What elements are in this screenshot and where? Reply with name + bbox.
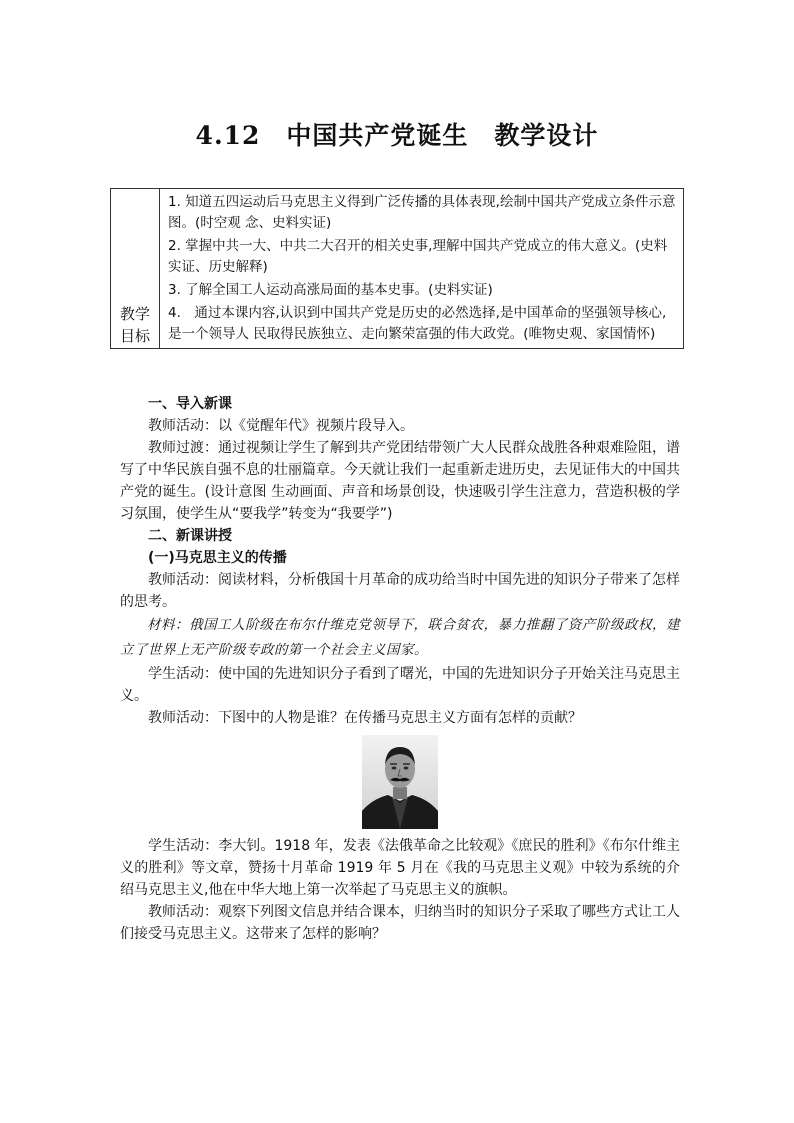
paragraph-teacher-question-portrait: 教师活动：下图中的人物是谁？在传播马克思主义方面有怎样的贡献？ — [148, 710, 582, 726]
paragraph-teacher-transition: 教师过渡：通过视频让学生了解到共产党团结带领广大人民群众战胜各种艰难险阻，谱写了中华民族自强不息的壮丽篇章。今天就让我们一起重新走进历史，去见证伟大的中国共产党的诞生。(设计意图 生动画面、声音和场景创设，快速吸引学生注意力，营造积极的学习氛围，使学生从“要我学”转变为“我要学”) — [120, 440, 680, 522]
teaching-goals-table — [110, 188, 684, 349]
paragraph-material-quote: 材料：俄国工人阶级在布尔什维克党领导下，联合贫农，暴力推翻了资产阶级政权，建立了世界上无产阶级专政的第一个社会主义国家。 — [120, 617, 680, 658]
portrait-photo — [362, 735, 438, 829]
portrait-container — [120, 735, 680, 829]
section-heading-new-lesson: 二、新课讲授 — [148, 528, 232, 544]
paragraph-teacher-activity-observe: 教师活动：观察下列图文信息并结合课本，归纳当时的知识分子采取了哪些方式让工人们接受马克思主义。这带来了怎样的影响？ — [120, 904, 680, 942]
goals-label-cell — [111, 189, 160, 349]
goals-label-line2: 目标 — [119, 327, 150, 345]
goal-item-4: 4. 通过本课内容,认识到中国共产党是历史的必然选择,是中国革命的坚强领导核心,是一个领导人 民取得民族独立、走向繁荣富强的伟大政党。(唯物史观、家国情怀) — [168, 305, 667, 342]
paragraph-teacher-activity-material: 教师活动：阅读材料，分析俄国十月革命的成功给当时中国先进的知识分子带来了怎样的思考。 — [120, 572, 680, 610]
goals-label-line1: 教学 — [119, 305, 150, 323]
paragraph-student-activity-li-dazhao: 学生活动：李大钊。1918 年，发表《法俄革命之比较观》《庶民的胜利》《布尔什维主义的胜利》等文章，赞扬十月革命 1919 年 5 月在《我的马克思主义观》中较为系统的介绍马克思主义,他在中华大地上第一次举起了马克思主义的旗帜。 — [120, 838, 680, 898]
page-title: 4.12 中国共产党诞生 教学设计 — [195, 121, 599, 150]
goal-item-3: 3. 了解全国工人运动高涨局面的基本史事。(史料实证) — [168, 282, 493, 298]
paragraph-student-activity-1: 学生活动：使中国的先进知识分子看到了曙光，中国的先进知识分子开始关注马克思主义。 — [120, 666, 680, 704]
section-heading-intro: 一、导入新课 — [148, 396, 232, 412]
goal-item-2: 2. 掌握中共一大、中共二大召开的相关史事,理解中国共产党成立的伟大意义。(史料实证、历史解释) — [168, 238, 668, 275]
goals-content-cell — [160, 189, 684, 349]
paragraph-teacher-activity-video: 教师活动：以《觉醒年代》视频片段导入。 — [148, 418, 414, 434]
lesson-body — [120, 393, 680, 945]
subsection-heading-marxism: (一)马克思主义的传播 — [148, 550, 287, 566]
goal-item-1: 1. 知道五四运动后马克思主义得到广泛传播的具体表现,绘制中国共产党成立条件示意图。(时空观 念、史料实证) — [168, 194, 676, 231]
